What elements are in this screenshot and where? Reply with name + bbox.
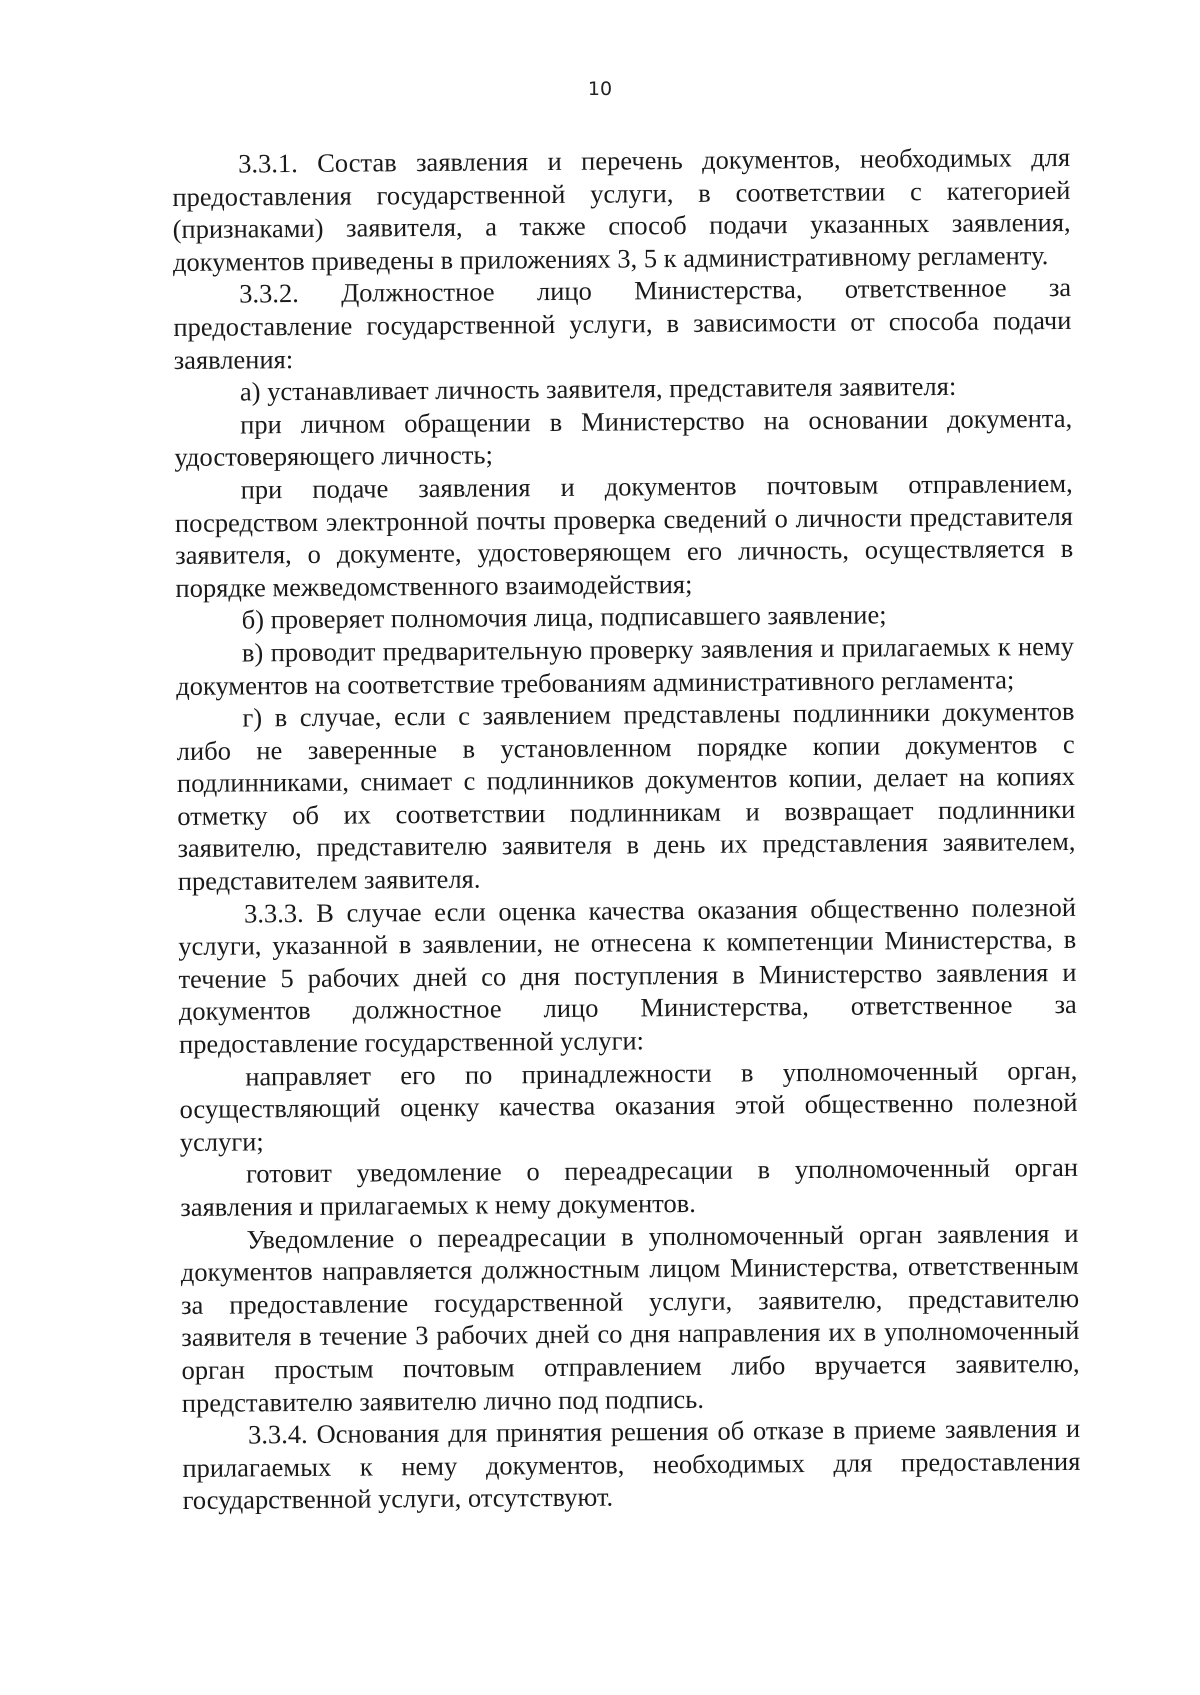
paragraph-3-3-3: 3.3.3. В случае если оценка качества оказания общественно полезной услуги, указанной в заявлении, не отнесена к компетенции Министерства, в течение 5 рабочих дней со дня поступления в Министерство заявления и документов должностное лицо Министерства, ответственное за предоставление государственной услуги: bbox=[178, 891, 1077, 1060]
paragraph-3-3-4: 3.3.4. Основания для принятия решения об отказе в приеме заявления и прилагаемых к нему документов, необходимых для предоставления государственной услуги, отсутствуют. bbox=[182, 1413, 1081, 1516]
list-item-a: а) устанавливает личность заявителя, представителя заявителя: bbox=[239, 371, 957, 407]
paragraph-notice-delivery: Уведомление о переадресации в уполномоченный орган заявления и документов направляется должностным лицом Министерства, ответственным за предоставление государственной услуги, заявителю, представителю заявителя в течение 3 рабочих дней со дня направления их в уполномоченный орган простым почтовым отправлением либо вручается заявителю, представителю заявителю лично под подпись. bbox=[180, 1217, 1080, 1418]
paragraph-notice-prepare: готовит уведомление о переадресации в уполномоченный орган заявления и прилагаемых к нему документов. bbox=[180, 1152, 1079, 1222]
list-item-b: б) проверяет полномочия лица, подписавшего заявление; bbox=[241, 599, 887, 635]
list-item-g: г) в случае, если с заявлением представлены подлинники документов либо не заверенные в установленном порядке копии документов с подлинниками, снимает с подлинников документов копии, делает на копиях отметку об их соответствии подлинникам и возвращает подлинники заявителю, представителю заявителя в день их представления заявителем, представителем заявителя. bbox=[176, 696, 1076, 897]
paragraph-3-3-1: 3.3.1. Состав заявления и перечень документов, необходимых для предоставления государственной услуги, в соответствии с категорией (признаками) заявителя, а также способ подачи указанных заявления, документов приведены в приложениях 3, 5 к административному регламенту. bbox=[172, 141, 1071, 277]
list-item-v: в) проводит предварительную проверку заявления и прилагаемых к нему документов на соответствие требованиям административного регламента; bbox=[176, 630, 1075, 701]
paragraph-postal-submission: при подаче заявления и документов почтовым отправлением, посредством электронной почты проверка сведений о личности представителя заявителя, о документе, удостоверяющем его личность, осуществляется в порядке межведомственного взаимодействия; bbox=[174, 467, 1074, 603]
paragraph-redirect: направляет его по принадлежности в уполномоченный орган, осуществляющий оценку качества оказания этой общественно полезной услуги; bbox=[179, 1054, 1078, 1157]
document-body bbox=[172, 141, 1081, 1517]
paragraph-personal-visit: при личном обращении в Министерство на основании документа, удостоверяющего личность; bbox=[174, 402, 1073, 473]
paragraph-3-3-2: 3.3.2. Должностное лицо Министерства, ответственное за предоставление государственной услуги, в зависимости от способа подачи заявления: bbox=[173, 272, 1072, 375]
page-number: 10 bbox=[587, 78, 613, 100]
